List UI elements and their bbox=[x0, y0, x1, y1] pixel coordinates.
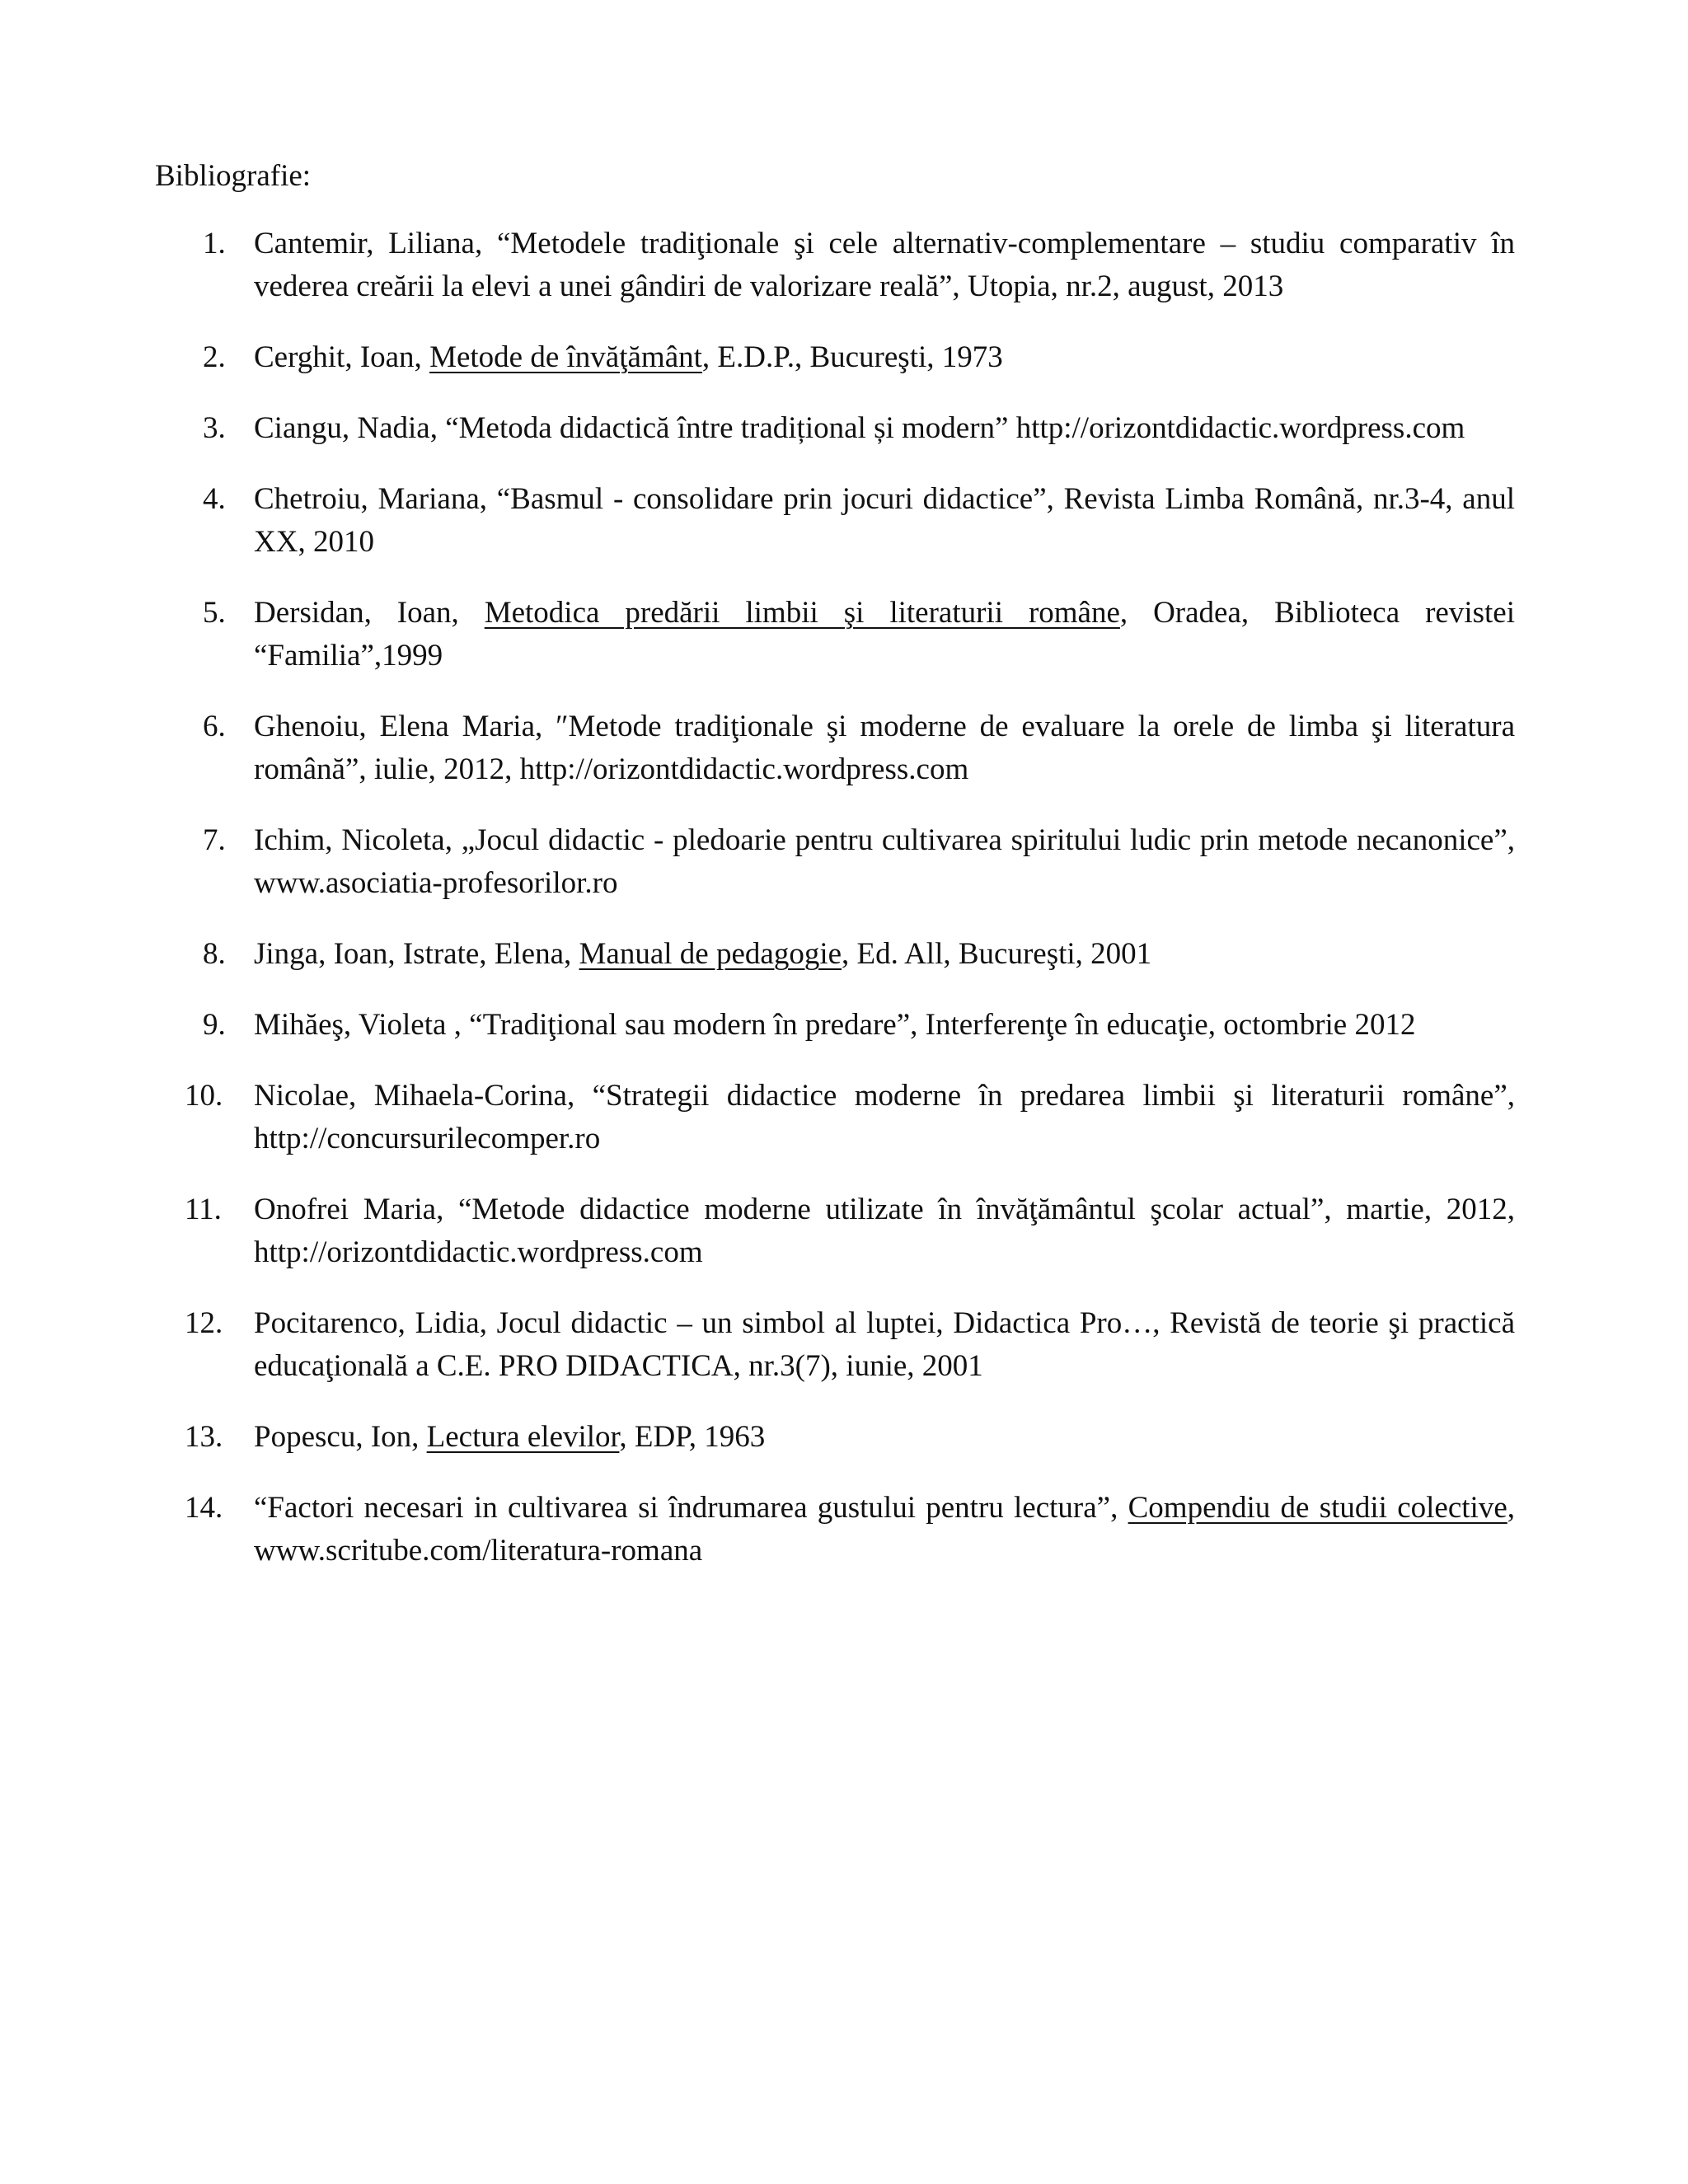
entry-text: Mihăeş, Violeta , “Tradiţional sau modern în predare”, Interferenţe în educaţie, octombrie 2012 bbox=[254, 1008, 1416, 1042]
entry-number: 7. bbox=[203, 823, 226, 857]
bibliography-entry bbox=[155, 1004, 1515, 1047]
entry-text: Onofrei Maria, “Metode didactice moderne utilizate în învăţământul şcolar actual”, martie, 2012, http://orizontdidactic.wordpress.com bbox=[254, 1193, 1515, 1269]
bibliography-entry bbox=[155, 1302, 1515, 1388]
bibliography-entry bbox=[155, 336, 1515, 379]
entry-text: Nicolae, Mihaela-Corina, “Strategii didactice moderne în predarea limbii şi literaturii române”, http://concursurilecomper.ro bbox=[254, 1079, 1515, 1155]
entry-text: Cantemir, Liliana, “Metodele tradiţionale şi cele alternativ-complementare – studiu comparativ în vederea creării la elevi a unei gândiri de valorizare reală”, Utopia, nr.2, august, 2013 bbox=[254, 227, 1515, 303]
bibliography-entry bbox=[155, 1416, 1515, 1459]
bibliography-entry bbox=[155, 1188, 1515, 1274]
bibliography-list bbox=[155, 223, 1515, 1601]
entry-text: Pocitarenco, Lidia, Jocul didactic – un simbol al luptei, Didactica Pro…, Revistă de teorie şi practică educaţională a C.E. PRO DIDACTICA, nr.3(7), iunie, 2001 bbox=[254, 1306, 1515, 1383]
entry-number: 14. bbox=[185, 1491, 223, 1525]
entry-number: 1. bbox=[203, 227, 226, 260]
entry-text: Chetroiu, Mariana, “Basmul - consolidare prin jocuri didactice”, Revista Limba Română, nr.3-4, anul XX, 2010 bbox=[254, 482, 1515, 559]
entry-title-underlined: Metodica predării limbii şi literaturii române bbox=[484, 596, 1120, 630]
bibliography-entry bbox=[155, 1075, 1515, 1160]
entry-number: 4. bbox=[203, 482, 226, 516]
bibliography-entry bbox=[155, 478, 1515, 564]
entry-number: 9. bbox=[203, 1008, 226, 1042]
entry-number: 2. bbox=[203, 340, 226, 374]
bibliography-entry bbox=[155, 705, 1515, 791]
entry-number: 10. bbox=[185, 1079, 223, 1113]
bibliography-entry bbox=[155, 407, 1515, 450]
bibliography-entry bbox=[155, 819, 1515, 905]
entry-text: Ichim, Nicoleta, „Jocul didactic - pledoarie pentru cultivarea spiritului ludic prin metode necanonice”, www.asociatia-profesorilor.ro bbox=[254, 823, 1515, 900]
entry-text: , Oradea, Biblioteca revistei “Familia”,1999 bbox=[254, 596, 1515, 673]
entry-number: 12. bbox=[185, 1306, 223, 1340]
entry-text: “Factori necesari in cultivarea si îndrumarea gustului pentru lectura”, bbox=[254, 1491, 1128, 1525]
entry-number: 13. bbox=[185, 1420, 223, 1454]
entry-title-underlined: Metode de învăţământ bbox=[429, 340, 702, 374]
entry-text: Ciangu, Nadia, “Metoda didactică între tradițional și modern” http://orizontdidactic.wordpress.com bbox=[254, 411, 1465, 445]
bibliography-heading: Bibliografie: bbox=[155, 159, 312, 193]
entry-text: Jinga, Ioan, Istrate, Elena, bbox=[254, 937, 579, 971]
entry-title-underlined: Manual de pedagogie bbox=[579, 937, 842, 971]
entry-number: 6. bbox=[203, 710, 226, 743]
entry-text: Popescu, Ion, bbox=[254, 1420, 427, 1454]
entry-number: 5. bbox=[203, 596, 226, 630]
entry-text: , www.scritube.com/literatura-romana bbox=[254, 1491, 1515, 1568]
bibliography-entry bbox=[155, 1487, 1515, 1572]
entry-number: 3. bbox=[203, 411, 226, 445]
entry-text: , EDP, 1963 bbox=[619, 1420, 766, 1454]
entry-text: , E.D.P., Bucureşti, 1973 bbox=[701, 340, 1003, 374]
bibliography-entry bbox=[155, 223, 1515, 308]
entry-text: , Ed. All, Bucureşti, 2001 bbox=[842, 937, 1152, 971]
entry-text: Cerghit, Ioan, bbox=[254, 340, 430, 374]
bibliography-entry bbox=[155, 933, 1515, 976]
entry-title-underlined: Lectura elevilor bbox=[426, 1420, 620, 1454]
bibliography-entry bbox=[155, 592, 1515, 677]
entry-number: 11. bbox=[185, 1193, 222, 1226]
entry-text: Dersidan, Ioan, bbox=[254, 596, 485, 630]
entry-text: Ghenoiu, Elena Maria, ″Metode tradiţionale şi moderne de evaluare la orele de limba şi literatura română”, iulie, 2012, http://orizontdidactic.wordpress.com bbox=[254, 710, 1515, 786]
entry-number: 8. bbox=[203, 937, 226, 971]
entry-title-underlined: Compendiu de studii colective bbox=[1128, 1491, 1507, 1525]
